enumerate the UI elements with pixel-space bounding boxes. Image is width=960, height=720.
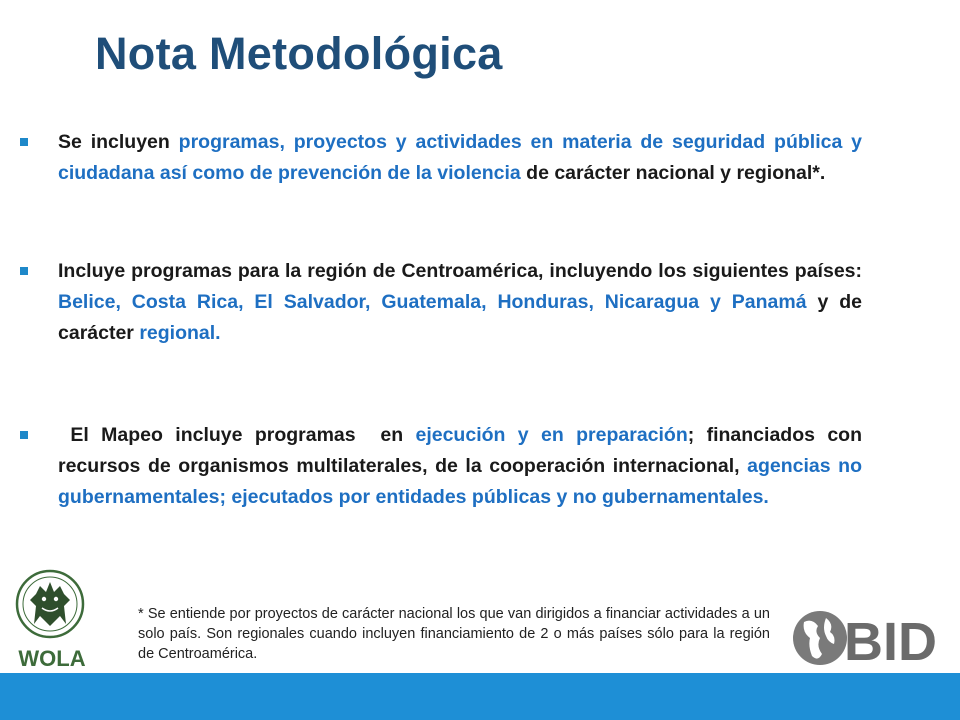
bullet-segment: Incluye programas para la región de Centroamérica, incluyendo los siguientes países: [58,260,862,282]
bullet-segment-highlight: Belice, Costa Rica, El Salvador, Guatemala, Honduras, Nicaragua y Panamá [58,291,807,313]
bullet-item-1 [20,127,862,189]
bullet-segment: El Mapeo incluye programas en [58,424,416,446]
bullet-text [58,127,862,189]
bid-logo-text: BID [844,612,936,668]
bullet-segment: de carácter nacional y regional*. [520,162,826,184]
bullet-segment: ; financiados con recursos de organismos multilaterales, de la cooperación internacional, [58,424,862,477]
bid-logo-icon [790,608,936,668]
square-bullet-icon [20,267,28,275]
bottom-accent-bar [0,673,960,720]
bullet-segment: y de carácter [58,291,863,344]
wola-logo-text: WOLA [18,646,86,671]
bullet-segment: Se incluyen [58,131,179,153]
bullet-segment-highlight: agencias no gubernamentales; ejecutados por entidades públicas y no gubernamentales. [58,455,862,508]
bullet-segment-highlight: ejecución y en preparación [415,424,688,446]
square-bullet-icon [20,431,28,439]
bullet-segment-highlight: regional. [139,322,221,344]
wola-logo-icon [6,566,98,672]
bullet-segment-highlight: programas, proyectos y actividades en materia de seguridad pública y ciudadana así como de prevención de la violencia [58,131,862,184]
bullet-item-3 [20,420,862,513]
bullet-text [58,420,862,513]
footnote: * Se entiende por proyectos de carácter nacional los que van dirigidos a financiar actividades a un solo país. Son regionales cuando incluyen financiamiento de 2 o más países sólo para la región de Centroamérica. [138,606,770,662]
bullet-item-2 [20,256,862,349]
page-title: Nota Metodológica [95,28,503,79]
bullet-text [58,256,862,349]
square-bullet-icon [20,138,28,146]
